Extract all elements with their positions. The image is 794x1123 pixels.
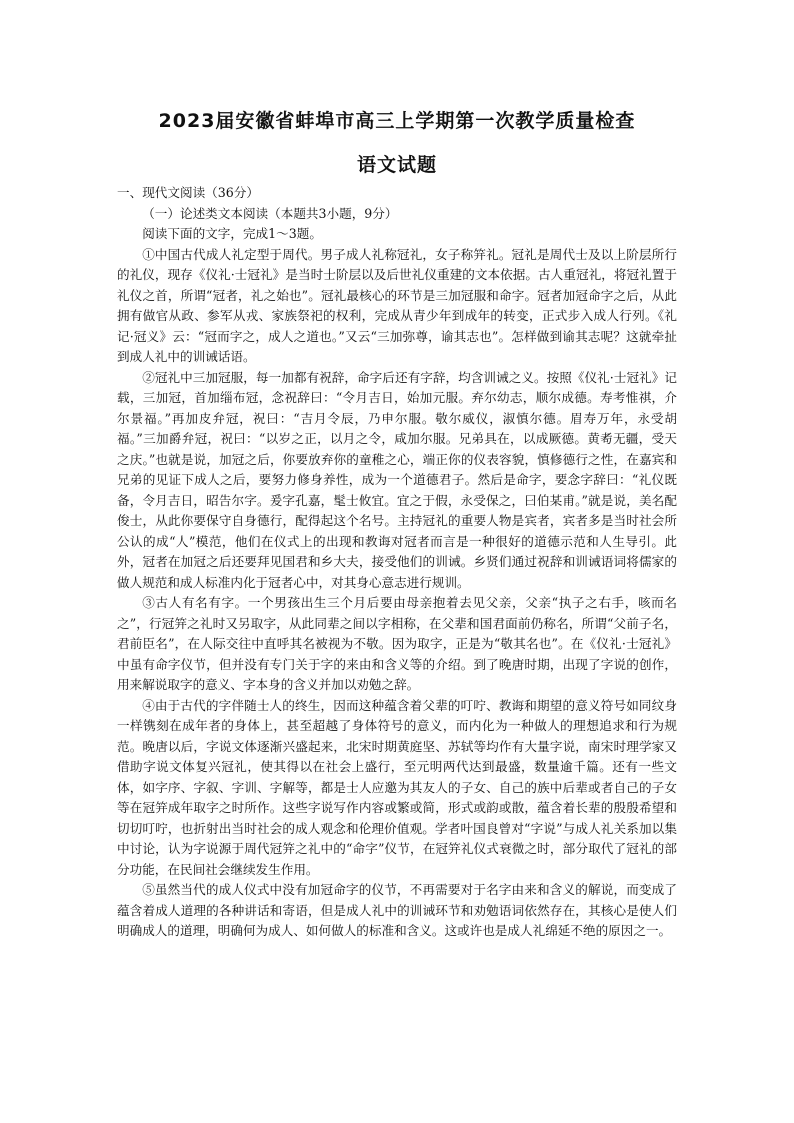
paragraph-5: ⑤虽然当代的成人仪式中没有加冠命字的仪节，不再需要对于名字由来和含义的解说，而变成了蕴含着成人道理的各种讲话和寄语，但是成人礼中的训诫环节和劝勉语词依然存在，其核心是使人们明确成人的道理，明确何为成人、如何做人的标准和含义。这或许也是成人礼绵延不绝的原因之一。 [117, 882, 677, 938]
paragraph-4: ④由于古代的字伴随士人的终生，因而这种蕴含着父辈的叮咛、教诲和期望的意义符号如同纹身一样镌刻在成年者的身体上，甚至超越了身体符号的意义，而内化为一种做人的理想追求和行为规范。晚唐以后，字说文体逐渐兴盛起来，北宋时期黄庭坚、苏轼等均作有大量字说，南宋时理学家又借助字说文体复兴冠礼，使其得以在社会上盛行，至元明两代达到最盛，数量逾千篇。还有一些文体，如字序、字叙、字训、字解等，都是士人应邀为其友人的子女、自己的族中后辈或者自己的子女等在冠笄成年取字之时所作。这些字说写作内容或繁或简，形式或韵或散，蕴含着长辈的殷殷希望和切切叮咛，也折射出当时社会的成人观念和伦理价值观。学者叶国良曾对“字说”与成人礼关系加以集中讨论，认为字说源于周代冠笄之礼中的“命字”仪节，在冠笄礼仪式衰微之时，部分取代了冠礼的部分功能，在民间社会继续发生作用。 [117, 697, 677, 877]
document-title: 2023届安徽省蚌埠市高三上学期第一次教学质量检查 [158, 110, 636, 132]
section-heading: 一、现代文阅读（36分） [117, 185, 259, 200]
subsection-heading: （一）论述类文本阅读（本题共3小题，9分） [142, 205, 398, 221]
instruction-text: 阅读下面的文字，完成1～3题。 [142, 226, 322, 241]
paragraph-2: ②冠礼中三加冠服，每一加都有祝辞，命字后还有字辞，均含训诫之义。按照《仪礼·士冠礼》记载，三加冠，首加缁布冠，念祝辞曰：“令月吉日，始加元服。弃尔幼志，顺尔成德。寿考惟祺，介尔景福。”再加皮弁冠，祝曰：“吉月令辰，乃申尔服。敬尔威仪，淑慎尔德。眉寿万年，永受胡福。”三加爵弁冠，祝曰：“以岁之正，以月之令，咸加尔服。兄弟具在，以成厥德。黄耇无疆，受天之庆。”也就是说，加冠之后，你要放弃你的童稚之心，端正你的仪表容貌，慎修德行之性，在嘉宾和兄弟的见证下成人之后，要努力修身养性，成为一个道德君子。然后是命字，要念字辞曰：“礼仪既备，令月吉日，昭告尔字。爰字孔嘉，髦士攸宜。宜之于假，永受保之，曰伯某甫。”就是说，美名配俊士，从此你要保守自身德行，配得起这个名号。主持冠礼的重要人物是宾者，宾者多是当时社会所公认的成“人”模范，他们在仪式上的出现和教诲对冠者而言是一种很好的道德示范和人生导引。此外，冠者在加冠之后还要拜见国君和乡大夫，接受他们的训诫。乡贤们通过祝辞和训诫语词将儒家的做人规范和成人标准内化于冠者心中，对其身心意志进行规训。 [117, 369, 677, 590]
paragraph-3: ③古人有名有字。一个男孩出生三个月后要由母亲抱着去见父亲，父亲“执子之右手，咳而名之”，行冠笄之礼时又另取字，从此同辈之间以字相称，在父辈和国君面前仍称名，所谓“父前子名，君前臣名”，在人际交往中直呼其名被视为不敬。因为取字，正是为“敬其名也”。在《仪礼·士冠礼》中虽有命字仪节，但并没有专门关于字的来由和含义等的介绍。到了晚唐时期，出现了字说的创作，用来解说取字的意义、字本身的含义并加以劝勉之辞。 [117, 595, 677, 692]
paragraph-1: ①中国古代成人礼定型于周代。男子成人礼称冠礼，女子称笄礼。冠礼是周代士及以上阶层所行的礼仪，现存《仪礼·士冠礼》是当时士阶层以及后世礼仪重建的文本依据。古人重冠礼，将冠礼置于礼仪之首，所谓“冠者，礼之始也”。冠礼最核心的环节是三加冠服和命字。冠者加冠命字之后，从此拥有做官从政、参军从戎、家族祭祀的权利，完成从青少年到成年的转变，正式步入成人行列。《礼记·冠义》云：“冠而字之，成人之道也。”又云“三加弥尊，谕其志也”。怎样做到谕其志呢？这就牵扯到成人礼中的训诫话语。 [117, 246, 677, 364]
document-body [117, 183, 677, 942]
document-subtitle: 语文试题 [356, 154, 437, 176]
